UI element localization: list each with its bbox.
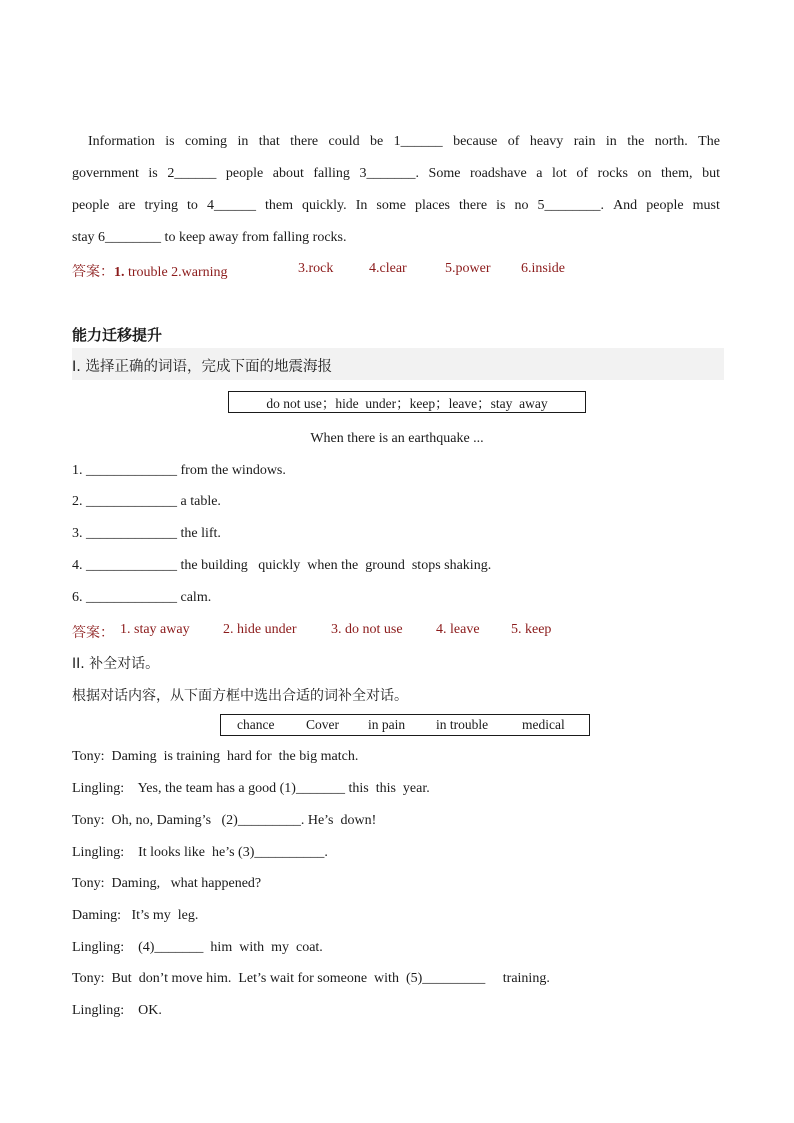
passage-word: some: [376, 198, 406, 213]
part1-answer-5: 5. keep: [511, 622, 552, 637]
passage-word: coming: [185, 134, 228, 149]
passage-word: places: [415, 198, 450, 213]
passage-word: about: [272, 166, 304, 181]
part1-item-3: [72, 526, 221, 542]
passage-answer-6: 6.inside: [521, 261, 565, 276]
answer-2: 2.warning: [171, 265, 228, 280]
passage-word: could: [328, 134, 360, 149]
word-in-pain: in pain: [368, 717, 406, 732]
part1-item-5: [72, 590, 211, 606]
passage-word: them,: [661, 166, 693, 181]
passage-word: 1______: [393, 134, 443, 149]
passage-word: there: [290, 134, 319, 149]
dialogue-line-7: Lingling: (4)_______ him with my coat.: [72, 940, 323, 955]
passage-word: the: [627, 134, 645, 149]
item-blank: _____________: [86, 463, 177, 478]
part2-word-box: [220, 714, 590, 736]
passage-word: rocks: [597, 166, 628, 181]
item-blank: _____________: [86, 494, 177, 509]
part1-answer-4: 4. leave: [436, 622, 480, 637]
part1-answer-label: 答案：: [72, 625, 114, 641]
passage-word: is: [165, 134, 175, 149]
passage-word: in: [605, 134, 617, 149]
passage-word: a: [536, 166, 543, 181]
passage-word: because: [453, 134, 498, 149]
passage-word: rain: [573, 134, 596, 149]
dialogue-line-5: Tony: Daming, what happened?: [72, 876, 262, 891]
part1-answer-1: 1. stay away: [120, 622, 190, 637]
dialogue-line-3: Tony: Oh, no, Daming’s (2)_________. He’s down!: [72, 813, 377, 828]
passage-answer-row: [72, 261, 228, 281]
part1-word-list: do not use；hide under；keep；leave；stay away: [266, 396, 548, 411]
part1-title: I. 选择正确的词语，完成下面的地震海报: [72, 359, 332, 375]
dialogue-line-8: Tony: But don’t move him. Let’s wait for someone with (5)_________ training.: [72, 971, 550, 986]
passage-word: And: [613, 198, 638, 213]
passage-word: of: [507, 134, 520, 149]
part1-item-4: [72, 558, 491, 574]
passage-word: to: [187, 198, 198, 213]
word-cover: Cover: [306, 717, 339, 732]
item-text: the building quickly when the ground stops shaking.: [180, 558, 492, 573]
item-blank: _____________: [86, 590, 177, 605]
part1-item-2: [72, 494, 221, 510]
passage-word: heavy: [529, 134, 564, 149]
passage-answer-4: 4.clear: [369, 261, 407, 276]
part1-item-1: [72, 463, 286, 479]
passage-word: are: [118, 198, 136, 213]
passage-word: there: [459, 198, 488, 213]
passage-word: lot: [552, 166, 567, 181]
part1-answer-3: 3. do not use: [331, 622, 403, 637]
dialogue-line-6: Daming: It’s my leg.: [72, 908, 199, 923]
passage-word: people: [225, 166, 264, 181]
passage-word: of: [576, 166, 589, 181]
part1-answer-2: 2. hide under: [223, 622, 297, 637]
passage-line-1: [88, 134, 720, 150]
passage-answer-3: 3.rock: [298, 261, 334, 276]
item-text: a table.: [180, 494, 221, 509]
item-text: calm.: [180, 590, 212, 605]
section-title: 能力迁移提升: [72, 326, 163, 344]
passage-word: 3_______.: [359, 166, 419, 181]
poster-title: When there is an earthquake ...: [310, 431, 484, 446]
passage-word: roadshave: [469, 166, 527, 181]
passage-word: In: [355, 198, 368, 213]
dialogue-line-9: Lingling: OK.: [72, 1003, 162, 1018]
item-number: 2.: [72, 494, 83, 509]
passage-word: Information: [88, 134, 155, 149]
passage-word: but: [702, 166, 720, 181]
passage-word: must: [692, 198, 720, 213]
passage-word: that: [258, 134, 280, 149]
answer-first-number: 1.: [114, 265, 125, 280]
answer-1: trouble: [128, 265, 168, 280]
passage-line-4: stay 6________ to keep away from falling rocks.: [72, 230, 347, 245]
item-number: 4.: [72, 558, 83, 573]
passage-word: is: [496, 198, 506, 213]
passage-word: 2______: [167, 166, 217, 181]
passage-word: Some: [428, 166, 461, 181]
item-number: 3.: [72, 526, 83, 541]
item-blank: _____________: [86, 526, 177, 541]
passage-word: north.: [654, 134, 688, 149]
passage-word: 4______: [206, 198, 256, 213]
dialogue-line-4: Lingling: It looks like he’s (3)__________.: [72, 845, 328, 860]
passage-word: in: [237, 134, 249, 149]
passage-word: quickly.: [302, 198, 347, 213]
passage-word: is: [148, 166, 158, 181]
item-number: 1.: [72, 463, 83, 478]
passage-word: government: [72, 166, 139, 181]
passage-word: on: [637, 166, 652, 181]
answer-label: 答案：: [72, 264, 114, 280]
passage-word: no: [514, 198, 529, 213]
item-text: the lift.: [180, 526, 221, 541]
word-chance: chance: [237, 717, 275, 732]
passage-word: The: [698, 134, 720, 149]
passage-word: falling: [313, 166, 350, 181]
passage-word: trying: [144, 198, 178, 213]
item-blank: _____________: [86, 558, 177, 573]
passage-word: people: [646, 198, 684, 213]
part2-title: II. 补全对话。: [72, 656, 160, 672]
part2-instruction: 根据对话内容，从下面方框中选出合适的词补全对话。: [72, 688, 408, 704]
item-text: from the windows.: [180, 463, 286, 478]
passage-line-3: [72, 198, 720, 214]
word-in-trouble: in trouble: [436, 717, 489, 732]
passage-word: 5________.: [537, 198, 605, 213]
item-number: 6.: [72, 590, 83, 605]
passage-word: them: [265, 198, 293, 213]
dialogue-line-2: Lingling: Yes, the team has a good (1)_______ this this year.: [72, 781, 430, 796]
dialogue-line-1: Tony: Daming is training hard for the big match.: [72, 749, 359, 764]
part1-word-box: [228, 391, 586, 413]
word-medical: medical: [522, 717, 565, 732]
passage-word: be: [370, 134, 384, 149]
passage-word: people: [72, 198, 110, 213]
passage-answer-5: 5.power: [445, 261, 491, 276]
passage-line-2: [72, 166, 720, 182]
